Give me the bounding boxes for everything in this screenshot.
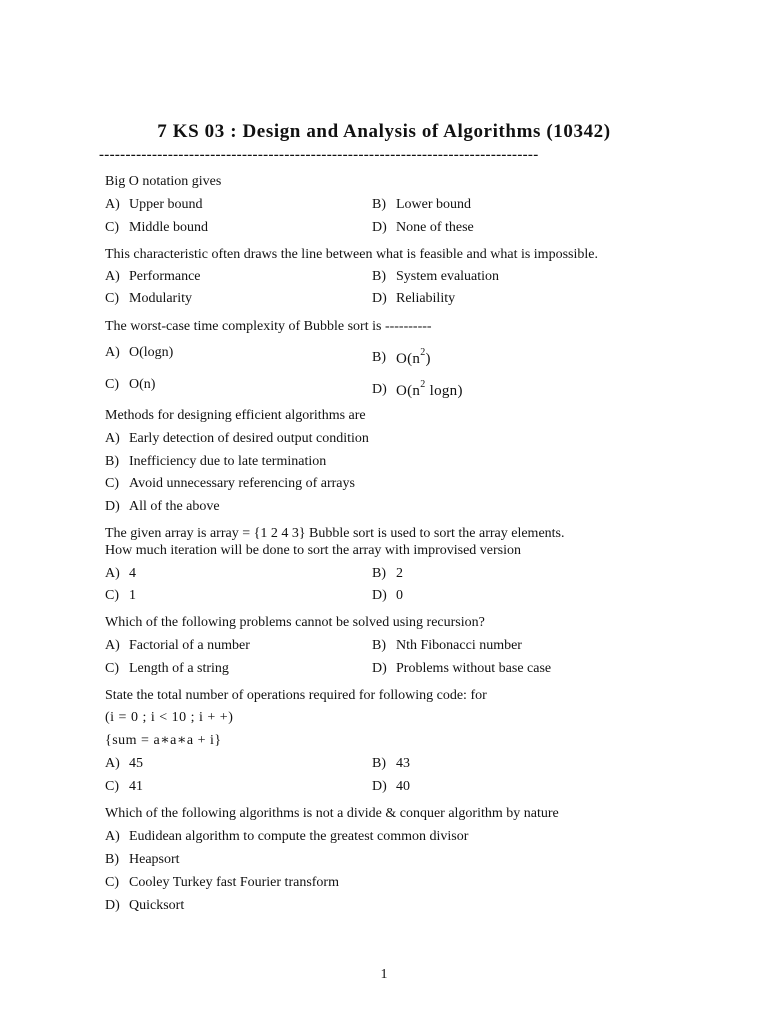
option-key: A) [105, 431, 120, 446]
option-7b [372, 755, 410, 772]
option-2c [105, 290, 192, 307]
option-key: A) [105, 197, 120, 212]
option-key: A) [105, 638, 120, 653]
option-key: C) [105, 377, 119, 392]
option-key: D) [372, 661, 387, 676]
option-text: Early detection of desired output condition [129, 431, 369, 446]
option-text: O(n) [129, 377, 156, 392]
option-6b [372, 637, 522, 654]
option-4c [105, 475, 355, 492]
option-text: 4 [129, 566, 136, 581]
question-6: Which of the following problems cannot be solved using recursion? [105, 615, 485, 630]
option-text: O(logn) [129, 345, 174, 360]
option-key: D) [105, 898, 120, 913]
option-text: Middle bound [129, 220, 208, 235]
option-text: Length of a string [129, 661, 229, 676]
option-text: System evaluation [396, 269, 500, 284]
option-4b [105, 453, 326, 470]
option-1a [105, 196, 203, 213]
option-5d [372, 587, 403, 604]
option-text: Avoid unnecessary referencing of arrays [129, 476, 355, 491]
code-loop-header: (i = 0 ; i < 10 ; i + +) [105, 710, 234, 725]
option-key: B) [372, 269, 386, 284]
option-key: B) [372, 638, 386, 653]
option-key: C) [105, 220, 119, 235]
exam-title: 7 KS 03 : Design and Analysis of Algorithms (10342) [157, 121, 611, 142]
formula-exponent: 2 [420, 347, 426, 358]
option-text: Modularity [129, 291, 192, 306]
option-key: D) [105, 499, 120, 514]
formula-n-squared-logn [396, 379, 463, 399]
option-1d [372, 219, 474, 236]
option-key: D) [372, 220, 387, 235]
option-text: Reliability [396, 291, 456, 306]
option-text: 43 [396, 756, 410, 771]
option-key: B) [372, 350, 386, 365]
option-3b [372, 344, 431, 366]
option-text: Cooley Turkey fast Fourier transform [129, 875, 339, 890]
option-5a [105, 565, 136, 582]
option-key: D) [372, 779, 387, 794]
question-4: Methods for designing efficient algorithms are [105, 408, 366, 423]
title-separator: ----------------------------------------------------------------------------------- [99, 147, 539, 163]
formula-base: O(n [396, 383, 421, 399]
option-4a [105, 430, 369, 447]
question-8: Which of the following algorithms is not a divide & conquer algorithm by nature [105, 806, 559, 821]
option-8c [105, 874, 339, 891]
option-2d [372, 290, 455, 307]
option-text: Factorial of a number [129, 638, 250, 653]
formula-n-squared [396, 347, 431, 367]
option-6d [372, 660, 551, 677]
option-6a [105, 637, 250, 654]
formula-tail: logn) [425, 383, 463, 399]
option-text: 45 [129, 756, 143, 771]
option-text: Nth Fibonacci number [396, 638, 522, 653]
page-number: 1 [380, 967, 388, 982]
option-5c [105, 587, 136, 604]
option-key: A) [105, 566, 120, 581]
option-key: B) [105, 454, 119, 469]
option-text: Upper bound [129, 197, 203, 212]
option-8d [105, 897, 184, 914]
option-key: A) [105, 829, 120, 844]
option-7a [105, 755, 143, 772]
formula-tail: ) [425, 351, 431, 367]
option-1c [105, 219, 208, 236]
option-text: All of the above [129, 499, 220, 514]
option-7c [105, 778, 143, 795]
option-8a [105, 828, 468, 845]
option-key: C) [105, 875, 119, 890]
option-key: A) [105, 756, 120, 771]
option-key: C) [105, 661, 119, 676]
option-key: C) [105, 476, 119, 491]
question-5: The given array is array = {1 2 4 3} Bubble sort is used to sort the array elements. [105, 526, 565, 541]
option-2a [105, 268, 201, 285]
option-3c [105, 376, 155, 393]
option-text: 41 [129, 779, 143, 794]
option-text: Heapsort [129, 852, 180, 867]
option-key: B) [105, 852, 119, 867]
question-5-line-2: How much iteration will be done to sort the array with improvised version [105, 543, 522, 558]
option-key: B) [372, 756, 386, 771]
option-text: 1 [129, 588, 136, 603]
option-8b [105, 851, 180, 868]
option-text: Quicksort [129, 898, 185, 913]
option-key: B) [372, 197, 386, 212]
question-2: This characteristic often draws the line between what is feasible and what is impossible. [105, 247, 598, 262]
formula-exponent: 2 [420, 379, 426, 390]
option-key: D) [372, 291, 387, 306]
option-text: Inefficiency due to late termination [129, 454, 327, 469]
option-key: A) [105, 269, 120, 284]
option-key: D) [372, 382, 387, 397]
question-3: The worst-case time complexity of Bubble sort is ---------- [105, 319, 432, 334]
option-text: Eudidean algorithm to compute the greatest common divisor [129, 829, 469, 844]
option-text: 40 [396, 779, 410, 794]
option-text: None of these [396, 220, 474, 235]
option-7d [372, 778, 410, 795]
question-1: Big O notation gives [105, 174, 222, 189]
option-1b [372, 196, 471, 213]
code-loop-body: {sum = a∗a∗a + i} [105, 733, 222, 748]
option-text: Problems without base case [396, 661, 552, 676]
option-key: D) [372, 588, 387, 603]
option-key: A) [105, 345, 120, 360]
option-5b [372, 565, 403, 582]
option-key: C) [105, 779, 119, 794]
formula-base: O(n [396, 351, 421, 367]
option-text: 0 [396, 588, 403, 603]
option-key: C) [105, 291, 119, 306]
option-text: Performance [129, 269, 201, 284]
option-3d [372, 376, 463, 398]
option-6c [105, 660, 229, 677]
option-text: 2 [396, 566, 403, 581]
question-7: State the total number of operations required for following code: for [105, 688, 487, 703]
option-3a [105, 344, 173, 361]
option-key: C) [105, 588, 119, 603]
option-4d [105, 498, 220, 515]
option-text: Lower bound [396, 197, 472, 212]
option-2b [372, 268, 499, 285]
option-key: B) [372, 566, 386, 581]
